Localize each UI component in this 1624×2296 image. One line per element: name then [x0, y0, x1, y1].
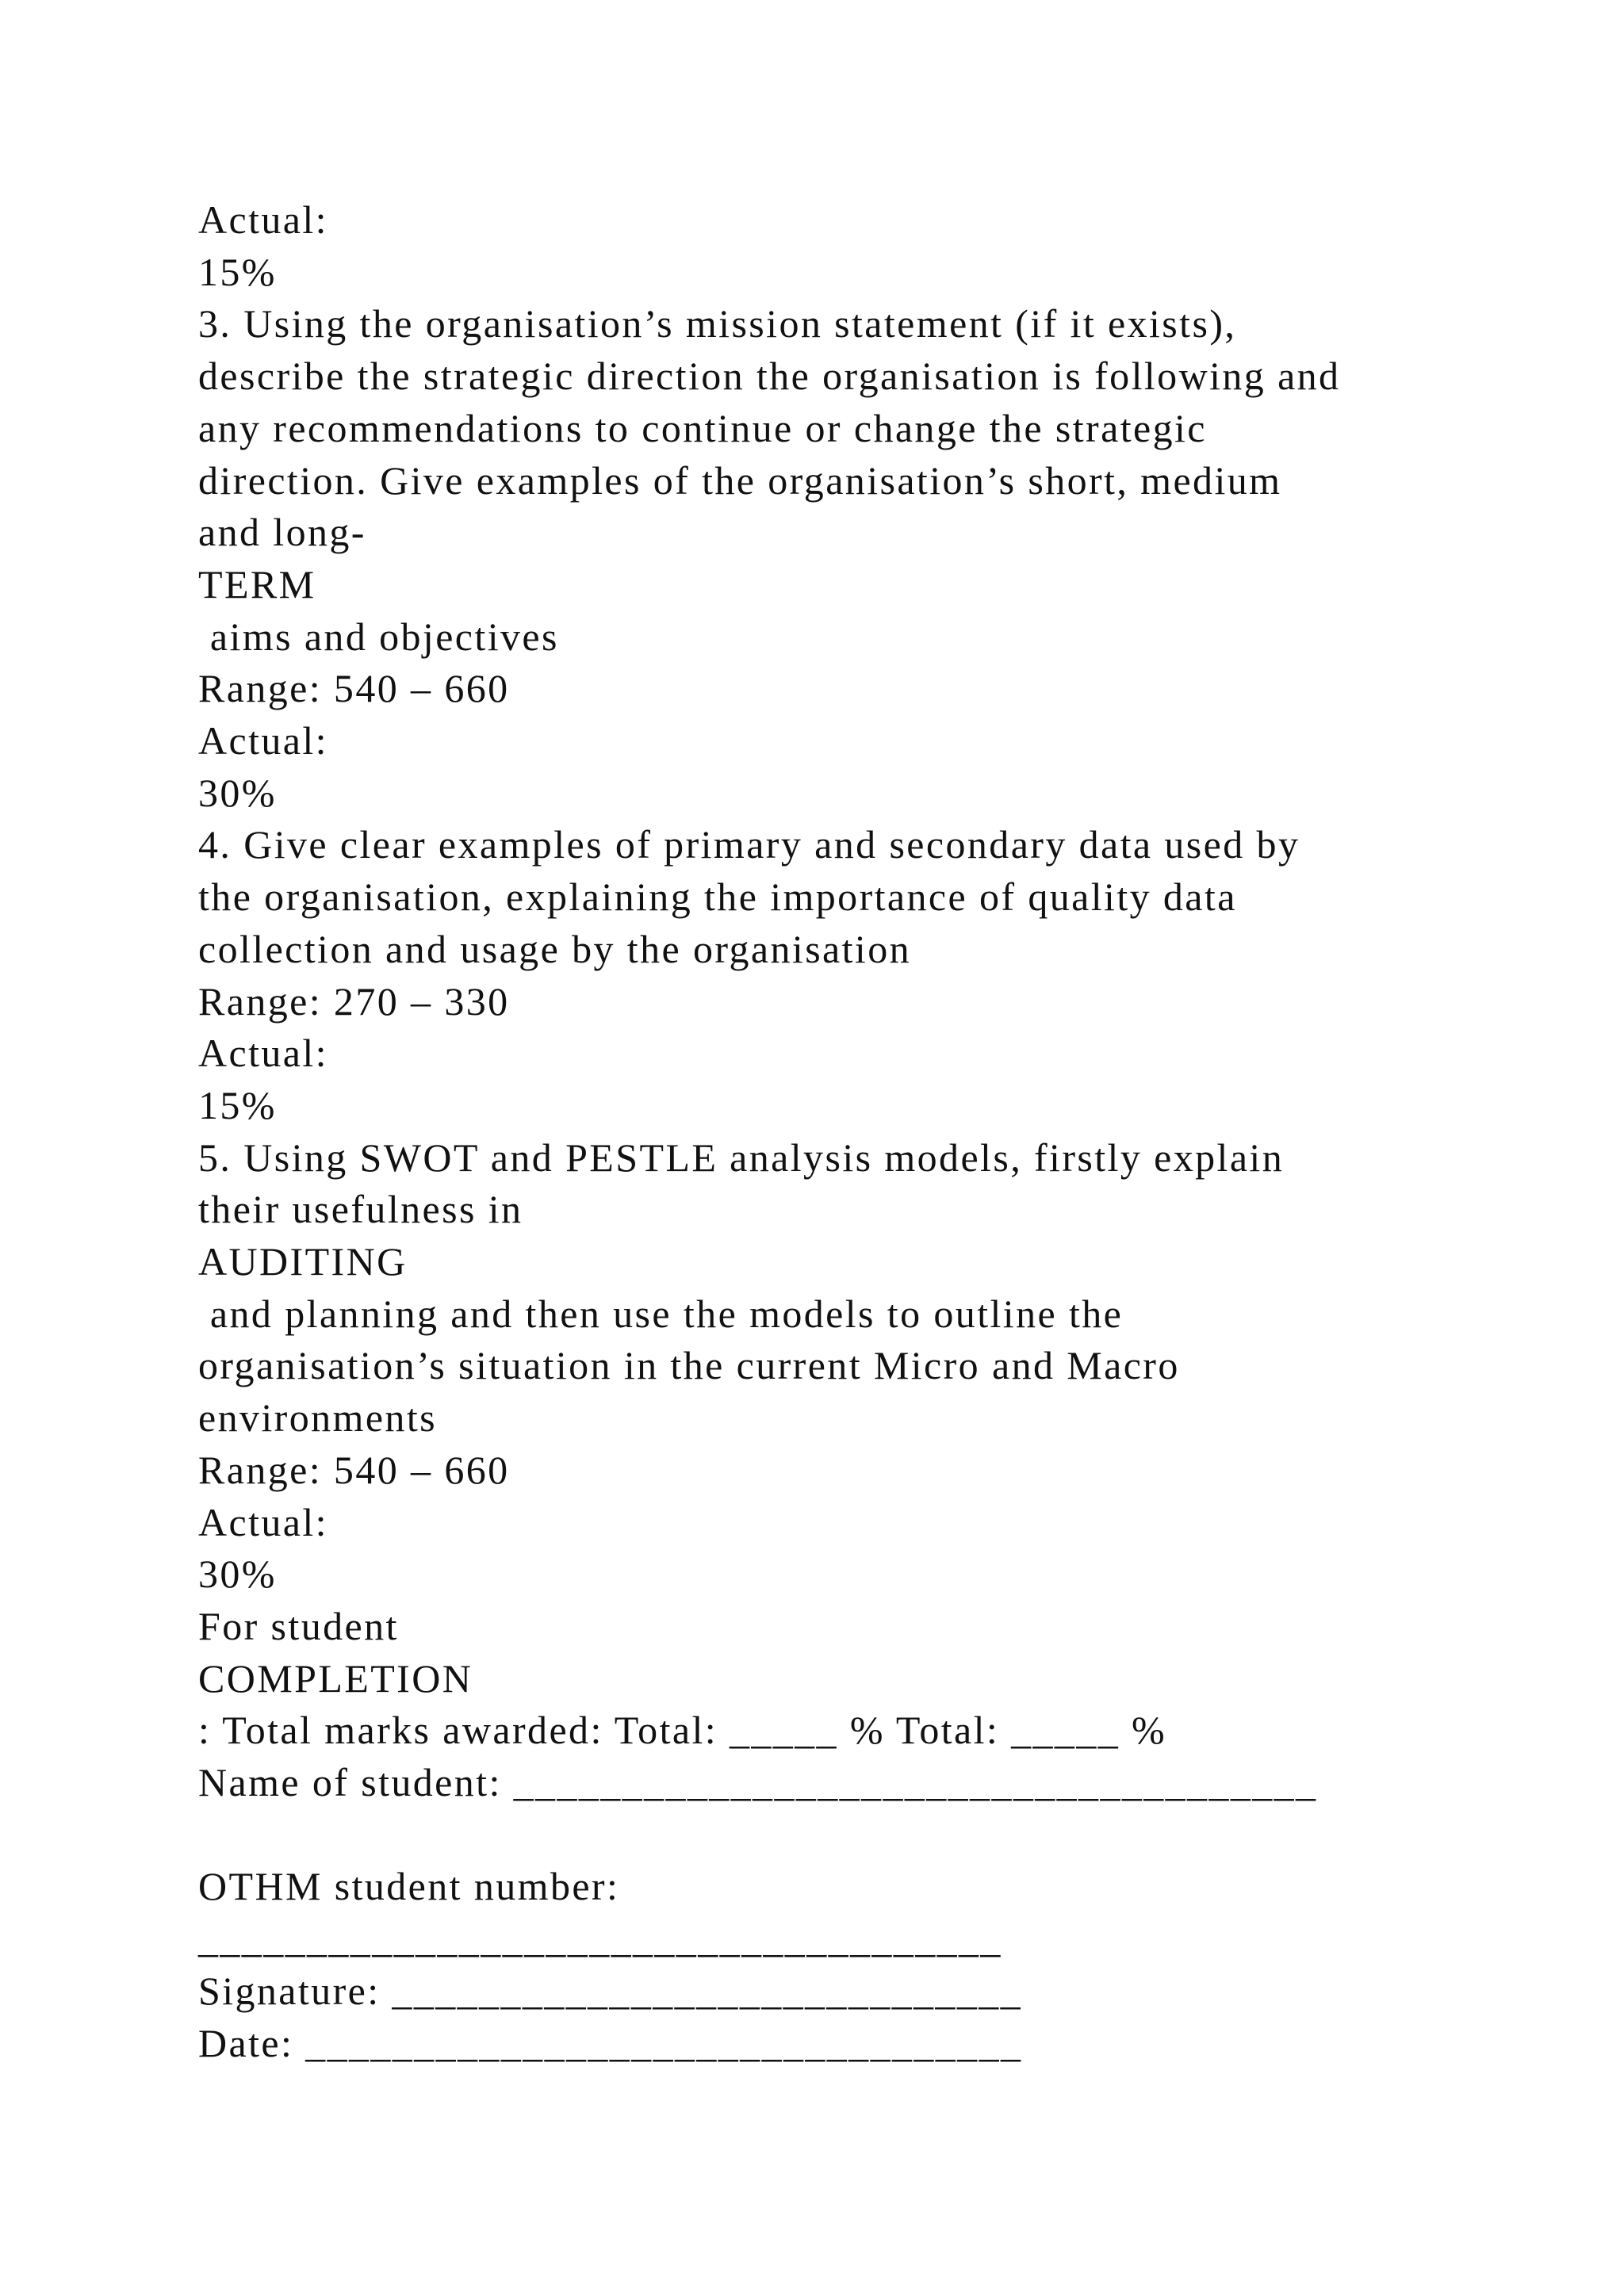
date-line: Date: _________________________________: [198, 2020, 1023, 2065]
document-page: [198, 194, 1546, 2069]
range-label: Range: 540 – 660: [198, 1447, 510, 1492]
completion-heading: COMPLETION: [198, 1655, 473, 1701]
weight-label: 30%: [198, 1552, 277, 1597]
question-3-line: describe the strategic direction the organisation is following and: [198, 354, 1341, 399]
question-4-line: 4. Give clear examples of primary and secondary data used by: [198, 822, 1300, 867]
student-name-line: Name of student: _____________________________________: [198, 1760, 1318, 1805]
question-3-line: aims and objectives: [198, 614, 559, 659]
text-line: 15%: [198, 249, 277, 294]
student-number-label: OTHM student number:: [198, 1864, 620, 1909]
actual-label: Actual:: [198, 718, 328, 763]
range-label: Range: 540 – 660: [198, 666, 510, 711]
blank-line: [198, 1809, 1546, 1862]
question-4-line: collection and usage by the organisation: [198, 926, 912, 971]
total-marks-line: : Total marks awarded: Total: _____ % Total: _____ %: [198, 1708, 1167, 1753]
actual-label: Actual:: [198, 1499, 328, 1544]
question-5-line: their usefulness in: [198, 1187, 523, 1232]
weight-label: 15%: [198, 1082, 277, 1127]
question-3-line: 3. Using the organisation’s mission statement (if it exists),: [198, 301, 1237, 346]
completion-heading: For student: [198, 1603, 399, 1648]
question-4-line: the organisation, explaining the importance of quality data: [198, 874, 1237, 920]
question-3-line: any recommendations to continue or change the strategic: [198, 405, 1207, 450]
question-5-line: 5. Using SWOT and PESTLE analysis models, firstly explain: [198, 1135, 1285, 1180]
question-5-line: and planning and then use the models to outline the: [198, 1291, 1124, 1336]
signature-line: Signature: _____________________________: [198, 1968, 1023, 2013]
text-line: Actual:: [198, 197, 328, 242]
question-5-line: AUDITING: [198, 1239, 408, 1284]
student-number-blank: _____________________________________: [198, 1916, 1002, 1961]
actual-label: Actual:: [198, 1031, 328, 1076]
question-3-line: and long-: [198, 510, 366, 555]
question-3-line: TERM: [198, 561, 316, 607]
range-label: Range: 270 – 330: [198, 978, 510, 1024]
question-5-line: environments: [198, 1395, 437, 1441]
weight-label: 30%: [198, 770, 277, 815]
question-3-line: direction. Give examples of the organisation’s short, medium: [198, 457, 1282, 503]
question-5-line: organisation’s situation in the current Micro and Macro: [198, 1343, 1180, 1388]
